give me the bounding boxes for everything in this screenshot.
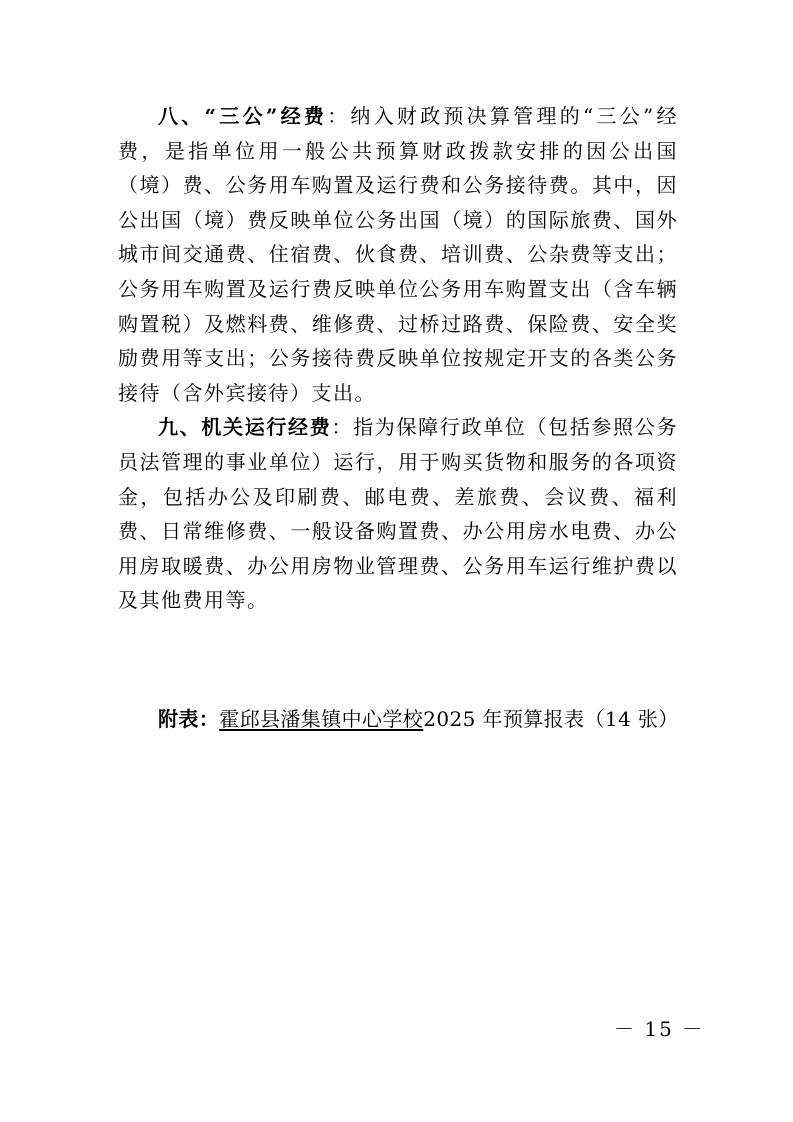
attachment-label: 附表：	[158, 707, 220, 731]
section-text: 指为保障行政单位（包括参照公务员法管理的事业单位）运行，用于购买货物和服务的各项资金，包括办公及印刷费、邮电费、差旅费、会议费、福利费、日常维修费、一般设备购置费、办公用房水电费、办公用房取暖费、办公用房物业管理费、公务用车运行维护费以及其他费用等。	[118, 415, 679, 613]
section-operating-expenses	[118, 410, 678, 618]
page-number: － 15 －	[614, 1017, 705, 1041]
section-text: 纳入财政预决算管理的“三公”经费，是指单位用一般公共预算财政拨款安排的因公出国（境）费、公务用车购置及运行费和公务接待费。其中，因公出国（境）费反映单位公务出国（境）的国际旅费、国外城市间交通费、住宿费、伙食费、培训费、公杂费等支出；公务用车购置及运行费反映单位公务用车购置支出（含车辆购置税）及燃料费、维修费、过桥过路费、保险费、安全奖励费用等支出；公务接待费反映单位按规定开支的各类公务接待（含外宾接待）支出。	[118, 104, 678, 405]
section-term: 八、“三公”经费	[158, 104, 328, 128]
section-colon: ：	[327, 104, 351, 128]
body-text	[118, 99, 678, 618]
section-colon: ：	[331, 415, 354, 440]
attachment-school-name: 霍邱县潘集镇中心学校	[219, 707, 424, 731]
attachment-suffix: 2025 年预算报表（14 张）	[423, 707, 679, 731]
section-three-public-expenses	[118, 99, 678, 410]
section-term: 九、机关运行经费	[158, 415, 332, 440]
attachment-line	[158, 704, 698, 734]
